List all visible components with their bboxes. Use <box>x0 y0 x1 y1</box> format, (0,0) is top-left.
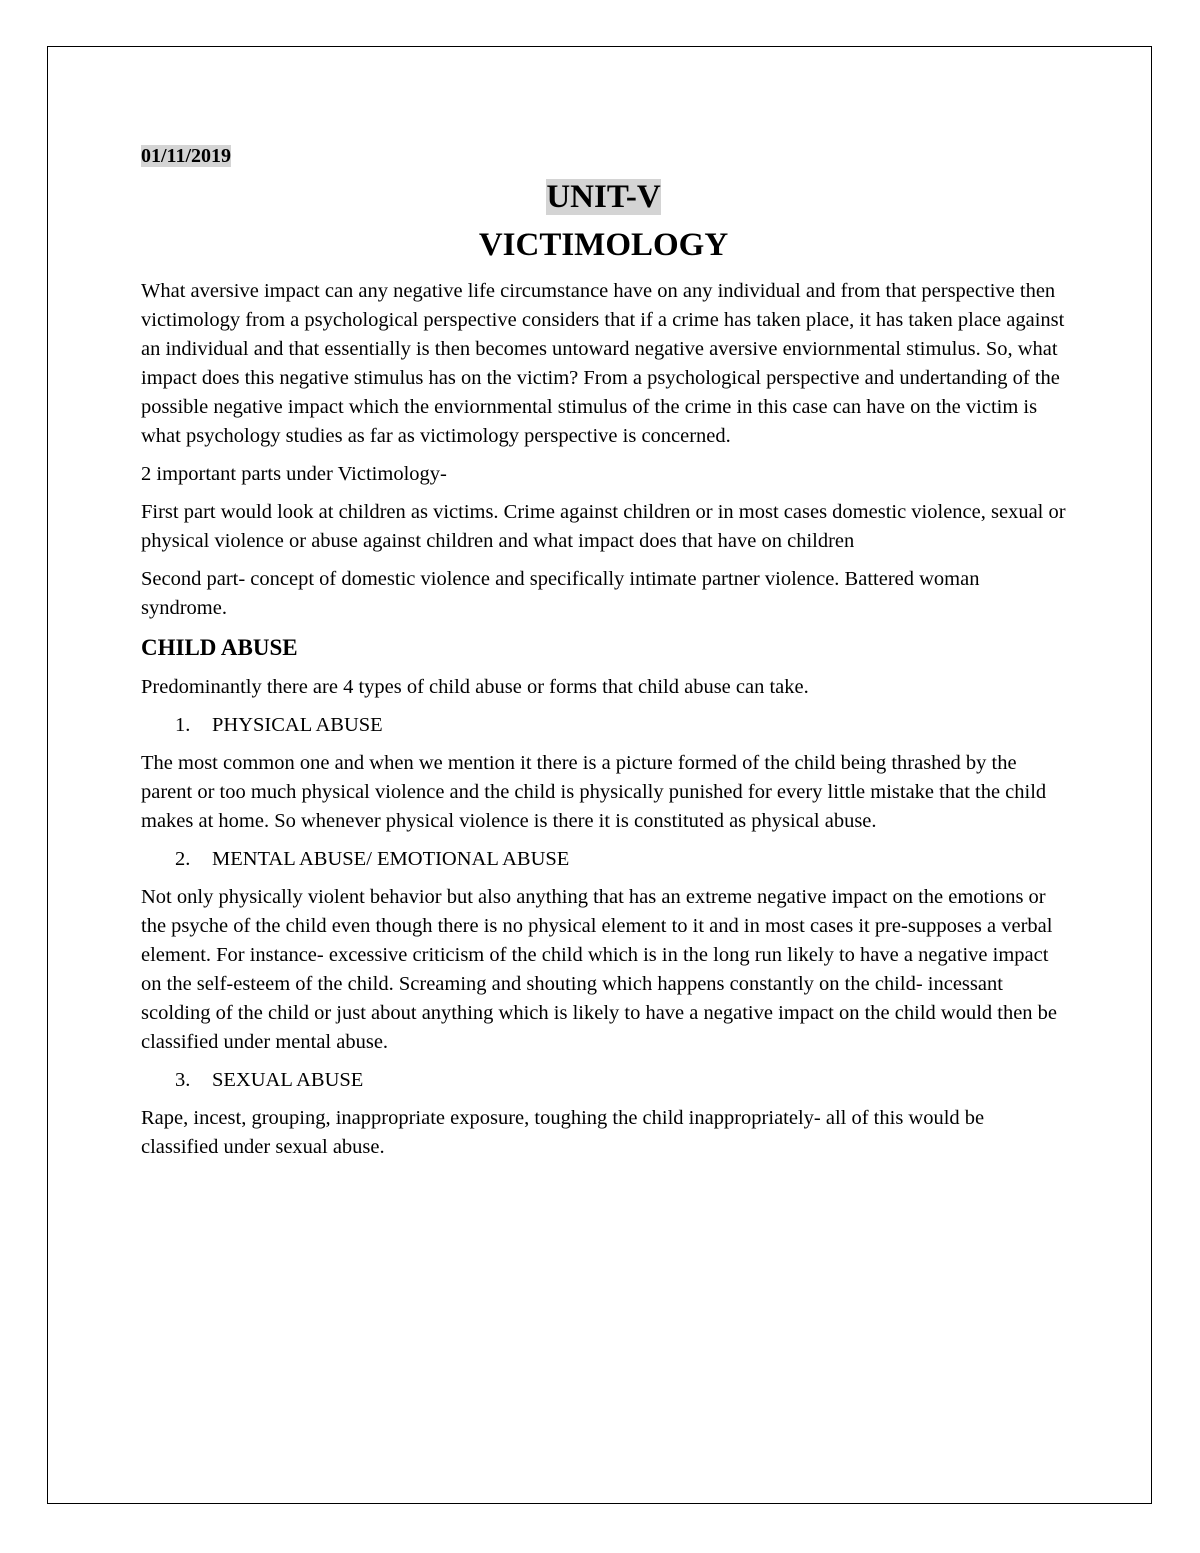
date-text: 01/11/2019 <box>141 145 232 167</box>
intro-paragraph: What aversive impact can any negative life circumstance have on any individual and from that perspective then victimology from a psychological perspective considers that if a crime has taken place, it has taken place against an individual and that essentially is then becomes untoward negative aversive enviornmental stimulus. So, what impact does this negative stimulus has on the victim? From a psychological perspective and undertanding of the possible negative impact which the enviornmental stimulus of the crime in this case can have on the victim is what psychology studies as far as victimology perspective is concerned. <box>141 280 1065 447</box>
page-title: VICTIMOLOGY <box>478 227 729 263</box>
unit-heading-text: UNIT-V <box>546 179 661 215</box>
list-number: 1. <box>175 714 191 736</box>
sexual-abuse-description: Rape, incest, grouping, inappropriate exposure, toughing the child inappropriately- all of this would be classified under sexual abuse. <box>141 1107 985 1158</box>
part-one-paragraph: First part would look at children as victims. Crime against children or in most cases domestic violence, sexual or physical violence or abuse against children and what impact does that have on children <box>141 501 1066 552</box>
list-item-label: SEXUAL ABUSE <box>212 1069 364 1091</box>
mental-abuse-description: Not only physically violent behavior but also anything that has an extreme negative impact on the emotions or the psyche of the child even though there is no physical element to it and in most cases it pre-supposes a verbal element. For instance- excessive criticism of the child which is in the long run likely to have a negative impact on the self-esteem of the child. Screaming and shouting which happens constantly on the child- incessant scolding of the child or just about anything which is likely to have a negative impact on the child would then be classified under mental abuse. <box>141 886 1058 1053</box>
child-abuse-intro: Predominantly there are 4 types of child abuse or forms that child abuse can take. <box>141 676 809 698</box>
list-item-physical-abuse <box>141 711 1066 740</box>
list-item-label: MENTAL ABUSE/ EMOTIONAL ABUSE <box>212 848 570 870</box>
parts-intro: 2 important parts under Victimology- <box>141 463 447 485</box>
list-item-label: PHYSICAL ABUSE <box>212 714 383 736</box>
list-number: 2. <box>175 848 191 870</box>
document-body <box>141 143 1066 1171</box>
child-abuse-heading: CHILD ABUSE <box>141 635 298 660</box>
date-line <box>141 143 1066 169</box>
part-two-paragraph: Second part- concept of domestic violence and specifically intimate partner violence. Battered woman syndrome. <box>141 568 980 619</box>
list-item-mental-abuse <box>141 845 1066 874</box>
list-item-sexual-abuse <box>141 1066 1066 1095</box>
unit-heading <box>141 175 1066 219</box>
physical-abuse-description: The most common one and when we mention it there is a picture formed of the child being thrashed by the parent or too much physical violence and the child is physically punished for every little mistake that the child makes at home. So whenever physical violence is there it is constituted as physical abuse. <box>141 752 1047 832</box>
list-number: 3. <box>175 1069 191 1091</box>
